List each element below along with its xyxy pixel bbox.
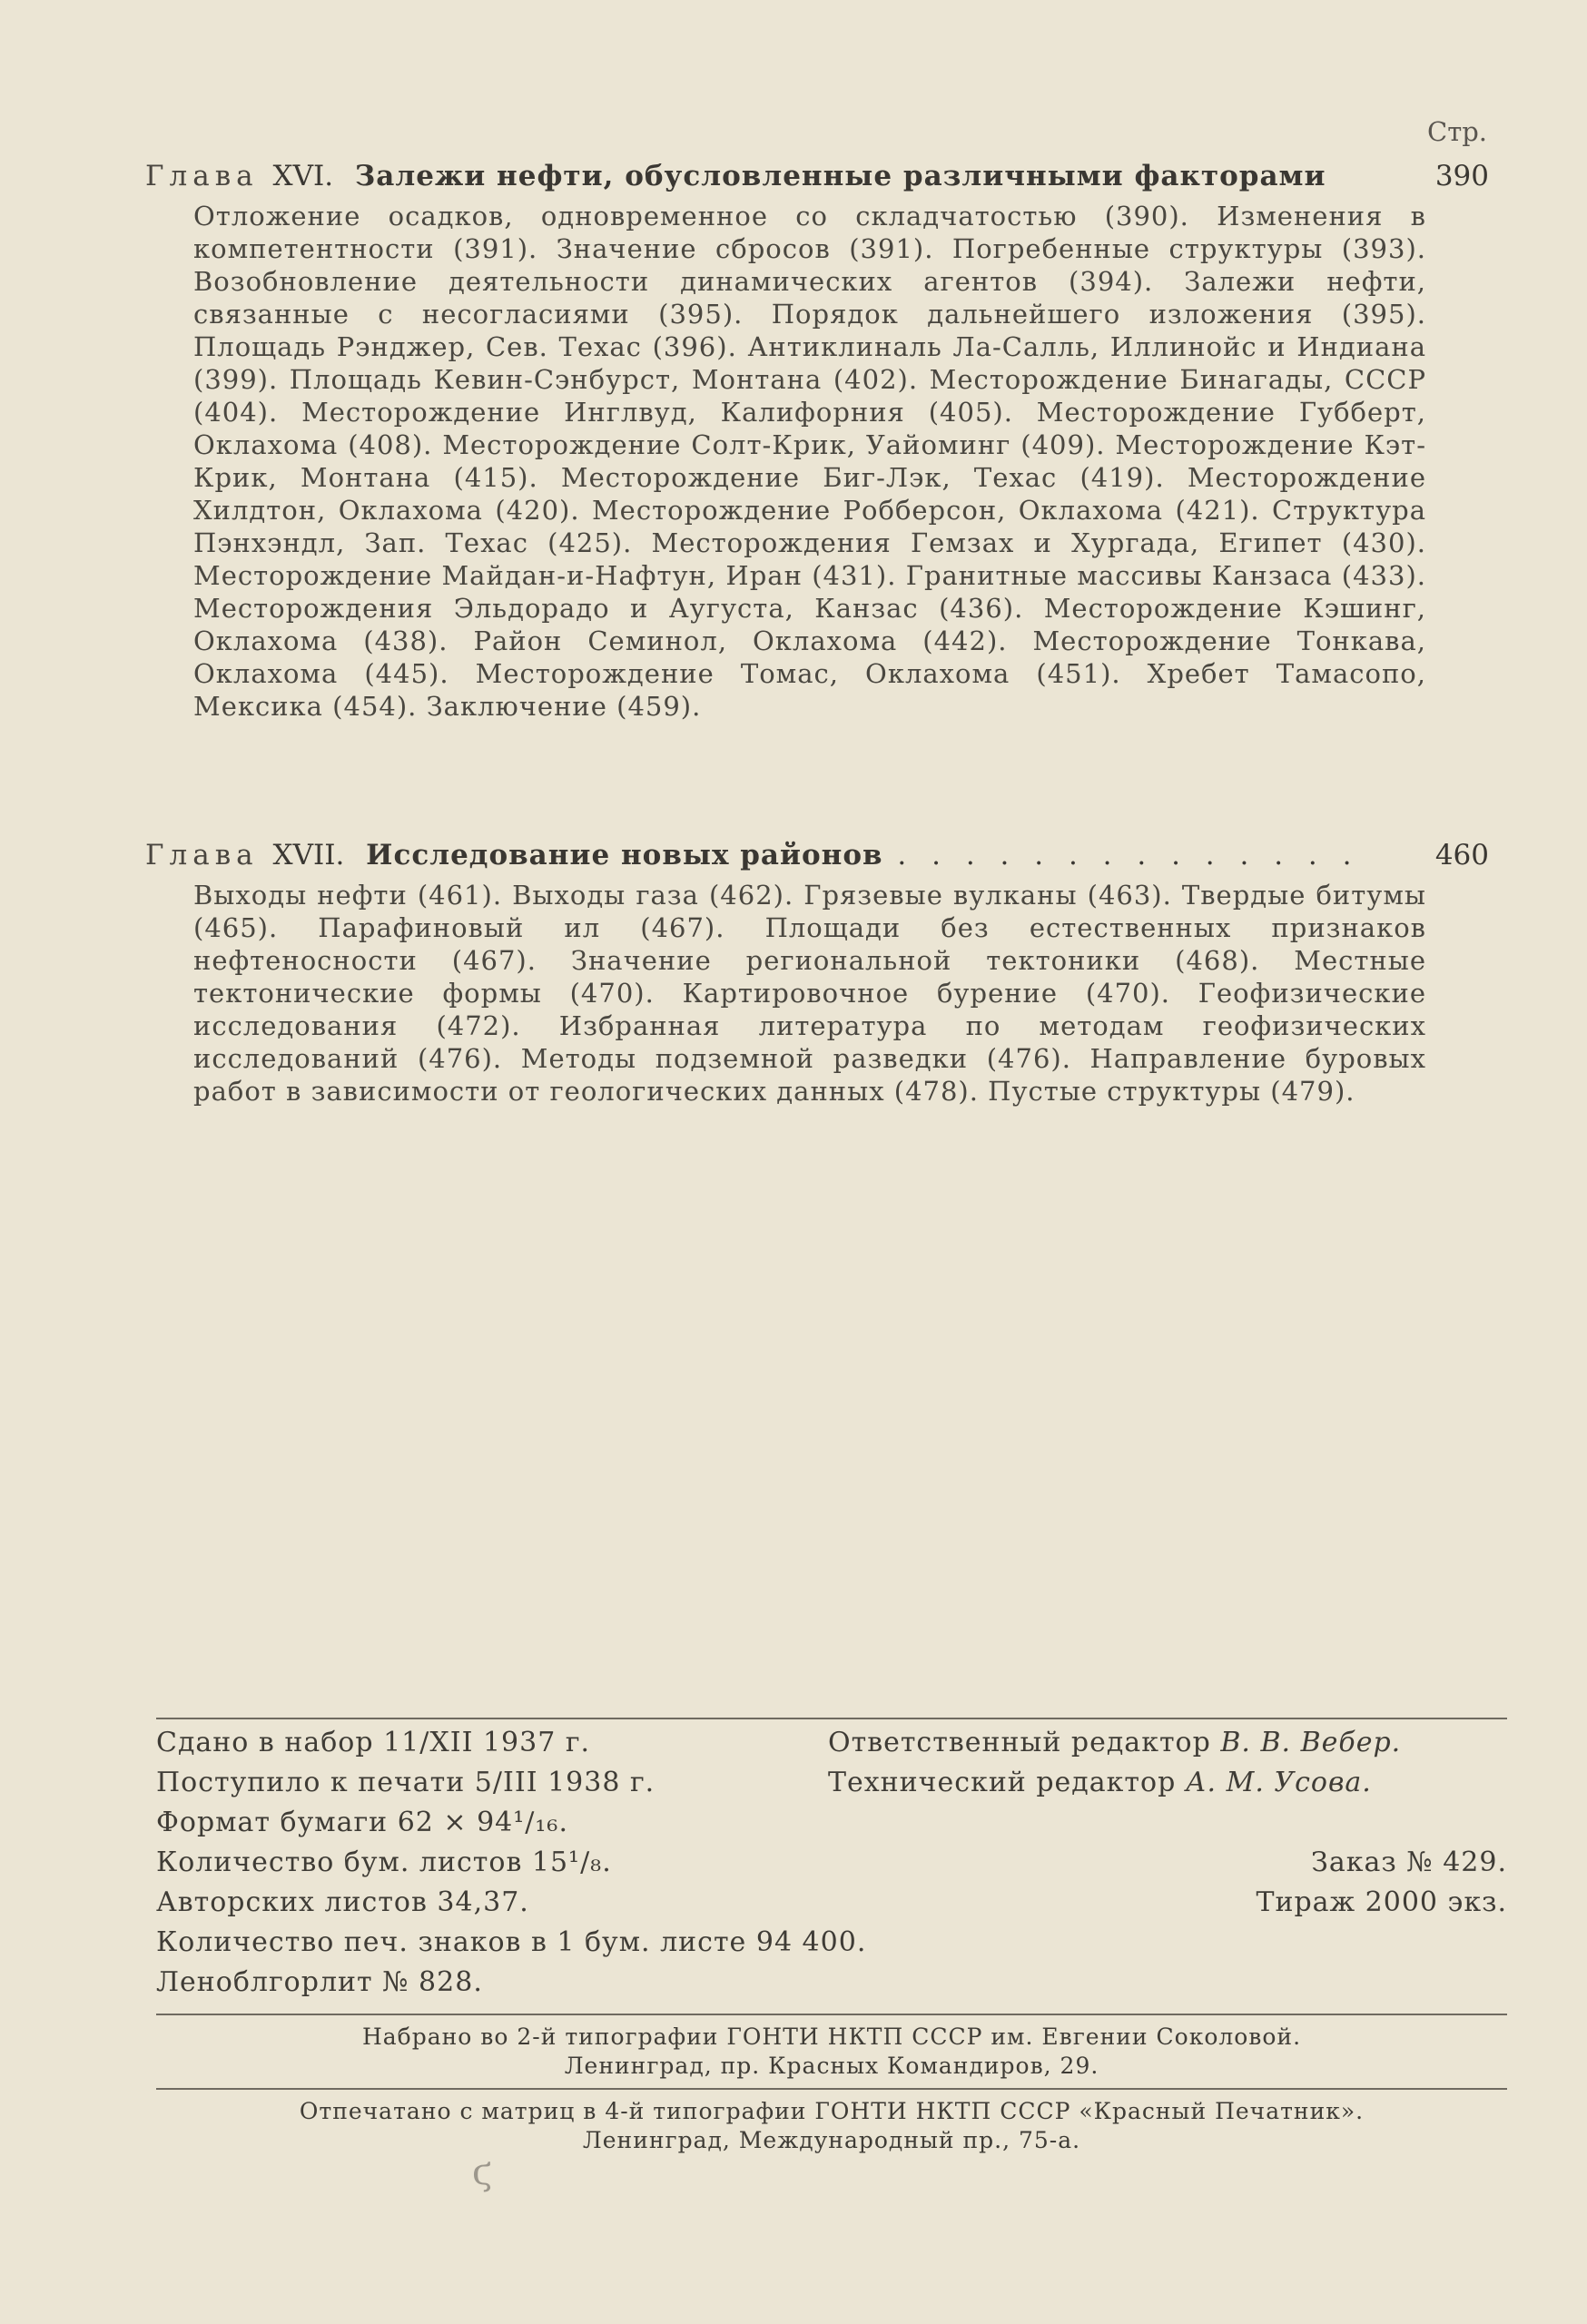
imprint-row (156, 1807, 1507, 1846)
chapter-number: XVI. (272, 160, 334, 192)
pencil-mark-icon: ϛ (472, 2152, 493, 2193)
technical-editor-label: Технический редактор (828, 1767, 1177, 1798)
imprint-row (156, 1886, 1507, 1926)
chapter-title: Залежи нефти, обусловленные различными факторами (354, 160, 1326, 192)
censor-number: Леноблгорлит № 828. (156, 1966, 483, 1998)
responsible-editor-name: В. В. Вебер. (1220, 1727, 1402, 1758)
chapter-label: Глава (145, 160, 259, 192)
printed-divider (156, 2088, 1507, 2090)
leader-dots: . . . . . . . . . . . . . . (897, 839, 1360, 872)
imprint-row (156, 1926, 1507, 1966)
imprint-block (156, 1718, 1507, 2006)
typeset-divider (156, 2014, 1507, 2015)
chapter-heading (145, 160, 1489, 200)
author-sheets: Авторских листов 34,37. (156, 1886, 529, 1918)
chapter-label: Глава (145, 839, 259, 872)
chapter-16 (145, 160, 1489, 723)
submitted-date: Сдано в набор 11/XII 1937 г. (156, 1727, 591, 1758)
chapter-contents: Отложение осадков, одновременное со складчатостью (390). Изменения в компетентности (391). Значение сбросов (391). Погребенные структуры (393). Возобновление деятельности динамических агентов (394). Залежи нефти, связанные с несогласиями (395). Порядок дальнейшего изложения (395). Площадь Рэнджер, Сев. Техас (396). Антиклиналь Ла-Салль, Иллинойс и Индиана (399). Площадь Кевин-Сэнбурст, Монтана (402). Месторождение Бинагады, СССР (404). Месторождение Инглвуд, Калифорния (405). Месторождение Губберт, Оклахома (408). Месторождение Солт-Крик, Уайоминг (409). Месторождение Кэт-Крик, Монтана (415). Месторождение Биг-Лэк, Техас (419). Месторождение Хилдтон, Оклахома (420). Месторождение Робберсон, Оклахома (421). Структура Пэнхэндл, Зап. Техас (425). Месторождения Гемзах и Хургада, Египет (430). Месторождение Майдан-и-Нафтун, Иран (431). Гранитные массивы Канзаса (433). Месторождения Эльдорадо и Аугуста, Канзас (436). Месторождение Кэшинг, Оклахома (438). Район Семинол, Оклахома (442). Месторождение Тонкава, Оклахома (445). Месторождение Томас, Оклахома (451). Хребет Тамасопо, Мексика (454). Заключение (459). (193, 201, 1426, 722)
typeset-line-2: Ленинград, пр. Красных Командиров, 29. (564, 2053, 1099, 2079)
page-column-label: Стр. (1427, 116, 1488, 147)
responsible-editor (828, 1727, 1401, 1758)
paper-sheets: Количество бум. листов 15¹/₈. (156, 1846, 612, 1878)
chars-per-sheet: Количество печ. знаков в 1 бум. листе 94 400. (156, 1926, 867, 1958)
printed-line-2: Ленинград, Международный пр., 75-а. (582, 2127, 1081, 2153)
typeset-note (156, 2014, 1507, 2081)
imprint-row (156, 1767, 1507, 1807)
chapter-17 (145, 839, 1489, 1108)
chapter-page-number: 460 (1434, 839, 1489, 872)
printed-note (156, 2088, 1507, 2155)
technical-editor (828, 1767, 1372, 1798)
signed-to-print-date: Поступило к печати 5/III 1938 г. (156, 1767, 656, 1798)
print-run: Тираж 2000 экз. (1256, 1886, 1507, 1918)
chapter-title: Исследование новых районов (366, 839, 883, 872)
imprint-row (156, 1727, 1507, 1767)
chapter-page-number: 390 (1434, 160, 1489, 192)
order-number: Заказ № 429. (1311, 1846, 1507, 1878)
responsible-editor-label: Ответственный редактор (828, 1727, 1211, 1758)
imprint-row (156, 1846, 1507, 1886)
chapter-number: XVII. (272, 839, 345, 872)
imprint-divider (156, 1718, 1507, 1719)
chapter-heading (145, 839, 1489, 879)
printed-line-1: Отпечатано с матриц в 4-й типографии ГОНТИ НКТП СССР «Красный Печатник». (299, 2098, 1365, 2124)
paper-format: Формат бумаги 62 × 94¹/₁₆. (156, 1807, 568, 1838)
typeset-line-1: Набрано во 2-й типографии ГОНТИ НКТП СССР им. Евгении Соколовой. (361, 2024, 1302, 2050)
imprint-row (156, 1966, 1507, 2006)
technical-editor-name: А. М. Усова. (1185, 1767, 1372, 1798)
chapter-contents: Выходы нефти (461). Выходы газа (462). Грязевые вулканы (463). Твердые битумы (465). Парафиновый ил (467). Площади без естественных признаков нефтеносности (467). Значение региональной тектоники (468). Местные тектонические формы (470). Картировочное бурение (470). Геофизические исследования (472). Избранная литература по методам геофизических исследований (476). Методы подземной разведки (476). Направление буровых работ в зависимости от геологических данных (478). Пустые структуры (479). (193, 880, 1426, 1107)
